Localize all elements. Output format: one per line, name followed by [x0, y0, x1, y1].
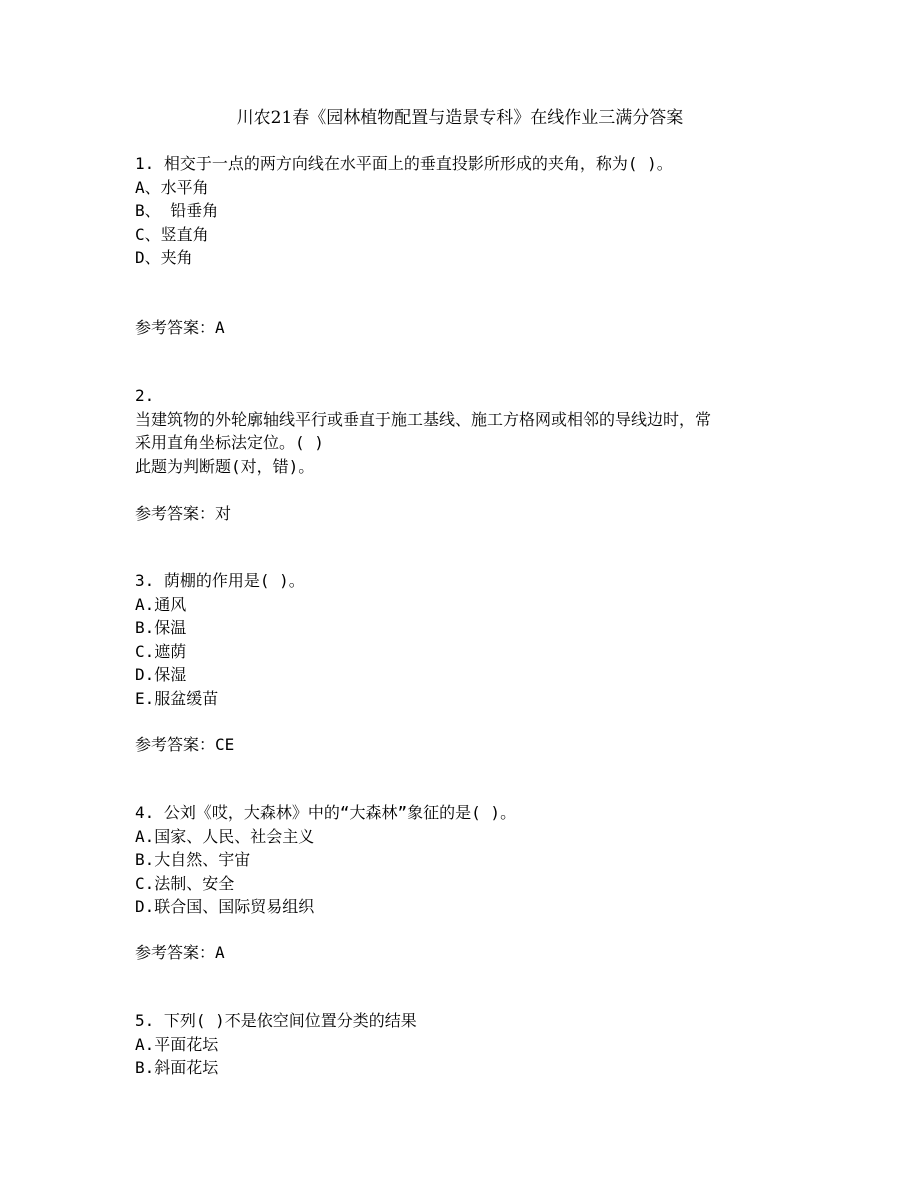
question-1 — [135, 152, 795, 270]
question-type-note: 此题为判断题(对，错)。 — [135, 456, 315, 476]
question-option: B.保温 — [135, 618, 187, 637]
question-option: D、夹角 — [135, 248, 193, 267]
question-2 — [135, 384, 795, 478]
question-stem-line: 当建筑物的外轮廓轴线平行或垂直于施工基线、施工方格网或相邻的导线边时，常 — [135, 409, 712, 429]
question-stem: 5. 下列( )不是依空间位置分类的结果 — [135, 1011, 417, 1030]
question-5 — [135, 1009, 795, 1080]
document-title: 川农21春《园林植物配置与造景专科》在线作业三满分答案 — [236, 108, 684, 128]
question-3 — [135, 569, 795, 710]
question-option: E.服盆缓苗 — [135, 688, 219, 708]
question-option: B.斜面花坛 — [135, 1058, 219, 1077]
answer-3: 参考答案：CE — [135, 735, 235, 754]
question-option: C.法制、安全 — [135, 873, 235, 893]
answer-1: 参考答案：A — [135, 318, 225, 337]
question-option: D.保湿 — [135, 665, 187, 684]
question-stem: 3. 荫棚的作用是( )。 — [135, 571, 305, 590]
question-4 — [135, 801, 795, 919]
question-option: A.通风 — [135, 594, 187, 614]
question-stem-line: 采用直角坐标法定位。( ) — [135, 433, 324, 452]
question-option: D.联合国、国际贸易组织 — [135, 897, 315, 916]
question-option: A.平面花坛 — [135, 1034, 219, 1054]
question-option: B.大自然、宇宙 — [135, 850, 251, 869]
answer-2: 参考答案：对 — [135, 504, 232, 523]
question-number: 2. — [135, 386, 155, 405]
question-option: C.遮荫 — [135, 641, 187, 661]
answer-4: 参考答案：A — [135, 943, 225, 962]
question-option: A.国家、人民、社会主义 — [135, 826, 315, 846]
question-option: A、水平角 — [135, 177, 209, 197]
question-option: C、竖直角 — [135, 224, 209, 244]
question-stem: 1. 相交于一点的两方向线在水平面上的垂直投影所形成的夹角，称为( )。 — [135, 154, 673, 173]
question-option: B、 铅垂角 — [135, 201, 219, 220]
question-stem: 4. 公刘《哎，大森林》中的“大森林”象征的是( )。 — [135, 803, 517, 822]
